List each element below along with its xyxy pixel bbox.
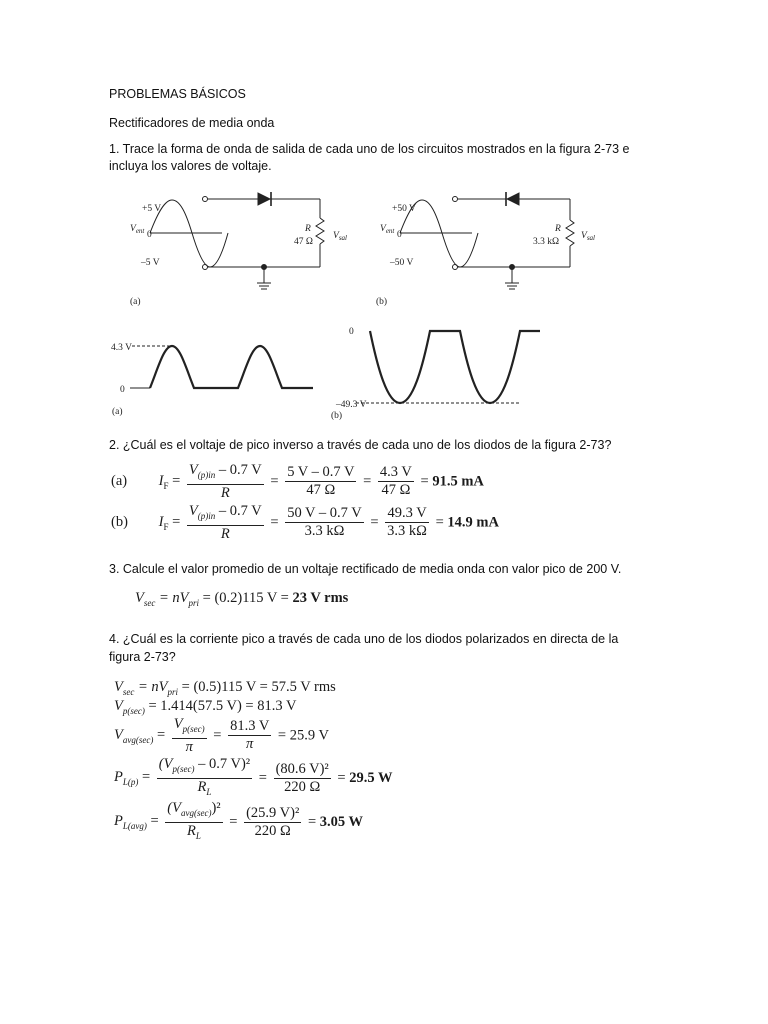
page-heading: PROBLEMAS BÁSICOS	[109, 87, 246, 101]
circuit-a-vneg: –5 V	[141, 258, 160, 268]
equation-2b-result: 14.9 mA	[447, 514, 499, 531]
circuit-a-r-value: 47 Ω	[294, 237, 313, 247]
waveform-a-zero-label: 0	[120, 385, 125, 395]
question-2: 2. ¿Cuál es el voltaje de pico inverso a través de cada uno de los diodos de la figura 2-73?	[109, 438, 612, 452]
equation-4-2: $V_{p(sec)} = 1.414(57.5$ V) = 81.3 V	[114, 698, 297, 716]
circuit-b-vent: $V_{ent}$	[380, 224, 395, 235]
equation-2a-lhs: $I_F$ =	[158, 473, 181, 491]
equation-2b-fraction-2: $\frac{50 V - 0.7 V}{3.3 k\Omega}$	[287, 505, 362, 540]
circuit-b-zero: 0	[397, 230, 402, 240]
waveform-b-caption: (b)	[331, 411, 343, 421]
equation-2a: (a) $I_F$ = $\frac{V_{(p)in} - 0.7 V}{R}$ = $\frac{5 V - 0.7 V}{47 \Omega}$ = $\frac{4.3 V}{47 \Omega}$ = 91.5 mA	[111, 462, 484, 501]
circuit-b-terminal-bottom	[453, 265, 458, 270]
question-3: 3. Calcule el valor promedio de un voltaje rectificado de media onda con valor pico de 200 V.	[109, 562, 622, 576]
equation-4-5-fraction-1: $\frac{(V_{avg(sec)})^2}{R_L}$	[167, 800, 221, 841]
equation-2b: (b) $I_F$ = $\frac{V_{(p)in} - 0.7 V}{R}$ = $\frac{50 V - 0.7 V}{3.3 k\Omega}$ = $\frac{49.3 V}{3.3 k\Omega}$ = 14.9 mA	[111, 503, 499, 542]
equation-4-3: $V_{avg(sec)}$ = $\frac{V_{p(sec)}}{\pi}$ = $\frac{81.3 V}{\pi}$ = 25.9 V	[114, 716, 329, 755]
equation-4-5-result: 3.05 W	[319, 813, 363, 830]
circuit-a-vsal: $V_{sal}$	[333, 231, 347, 242]
circuit-a-r-label: R	[305, 224, 311, 234]
circuit-b-terminal-top	[453, 197, 458, 202]
equation-4-3-fraction-2: $\frac{81.3 V}{\pi}$	[230, 718, 270, 753]
waveform-a	[130, 346, 313, 388]
circuit-a-vpos: +5 V	[142, 204, 162, 214]
waveform-b-peak-label: –49.3 V	[336, 400, 367, 410]
equation-3: $V_{sec} = nV_{pri} = (0.2)115$ V = 23 V rms	[135, 590, 349, 608]
equation-3-result: 23 V rms	[292, 590, 349, 606]
circuit-b-vsal: $V_{sal}$	[581, 231, 595, 242]
equation-2b-fraction-1: $\frac{V_{(p)in} - 0.7 V}{R}$	[188, 503, 262, 542]
question-1-line-1: 1. Trace la forma de onda de salida de cada uno de los circuitos mostrados en la figura 2-73 e	[109, 142, 630, 156]
equation-4-4-fraction-2: $\frac{\text{(80.6 V)²}}{220 \Omega}$	[275, 760, 329, 795]
equation-4-4: $P_{L(p)}$ = $\frac{(V_{p(sec)} - 0.7 V)^2}{R_L}$ = $\frac{\text{(80.6 V)²}}{220 \Omega}$ = 29.5 W	[114, 756, 392, 801]
circuit-b-resistor-icon	[566, 220, 574, 246]
circuit-b-diode-icon	[507, 193, 519, 205]
equation-2a-result: 91.5 mA	[432, 473, 484, 490]
circuit-b-r-value: 3.3 kΩ	[533, 237, 560, 247]
equation-4-4-result: 29.5 W	[349, 769, 393, 786]
circuit-a-terminal-top	[203, 197, 208, 202]
equation-4-3-fraction-1: $\frac{V_{p(sec)}}{\pi}$	[173, 716, 205, 755]
waveform-a-peak-label: 4.3 V	[111, 343, 132, 353]
circuit-a-zero: 0	[147, 230, 152, 240]
circuit-b-r-label: R	[555, 224, 561, 234]
equation-2a-tag: (a)	[111, 473, 128, 490]
question-1-line-2: incluya los valores de voltaje.	[109, 159, 272, 173]
equation-4-1: $V_{sec} = nV_{pri} = (0.5)115$ V = 57.5 V rms	[114, 679, 336, 697]
circuit-a-resistor-icon	[316, 218, 324, 244]
waveform-b-trace	[370, 331, 540, 403]
circuit-a-diode-icon	[258, 193, 270, 205]
equation-4-5-fraction-2: $\frac{\text{(25.9 V)²}}{220 \Omega}$	[246, 804, 300, 839]
equation-2a-fraction-1: $\frac{V_{(p)in} - 0.7 V}{R}$	[188, 462, 262, 501]
waveform-a-trace	[150, 346, 313, 388]
equation-2b-lhs: $I_F$ =	[158, 514, 181, 532]
waveform-b	[356, 331, 540, 403]
circuit-b-vneg: –50 V	[390, 258, 414, 268]
equation-4-5: $P_{L(avg)}$ = $\frac{(V_{avg(sec)})^2}{R_L}$ = $\frac{\text{(25.9 V)²}}{220 \Omega}$ = 3.05 W	[114, 800, 363, 845]
equation-2a-fraction-2: $\frac{5 V - 0.7 V}{47 \Omega}$	[287, 464, 355, 499]
circuit-a-caption: (a)	[130, 297, 141, 307]
equation-2b-tag: (b)	[111, 514, 128, 531]
circuit-b-vpos: +50 V	[392, 204, 416, 214]
waveform-a-caption: (a)	[112, 407, 123, 417]
equation-2b-fraction-3: $\frac{49.3 V}{3.3 k\Omega}$	[387, 505, 427, 540]
circuit-b-caption: (b)	[376, 297, 388, 307]
section-subheading: Rectificadores de media onda	[109, 116, 275, 130]
question-4-line-1: 4. ¿Cuál es la corriente pico a través de cada uno de los diodos polarizados en directa de la	[109, 632, 619, 646]
circuit-a-vent: $V_{ent}$	[130, 224, 145, 235]
equation-4-3-result: = 25.9 V	[277, 727, 329, 744]
circuit-a-terminal-bottom	[203, 265, 208, 270]
equation-4-4-fraction-1: $\frac{(V_{p(sec)} - 0.7 V)^2}{R_L}$	[158, 756, 251, 797]
question-4-line-2: figura 2-73?	[109, 650, 176, 664]
equation-2a-fraction-3: $\frac{4.3 V}{47 \Omega}$	[379, 464, 412, 499]
waveform-b-zero-label: 0	[349, 327, 354, 337]
